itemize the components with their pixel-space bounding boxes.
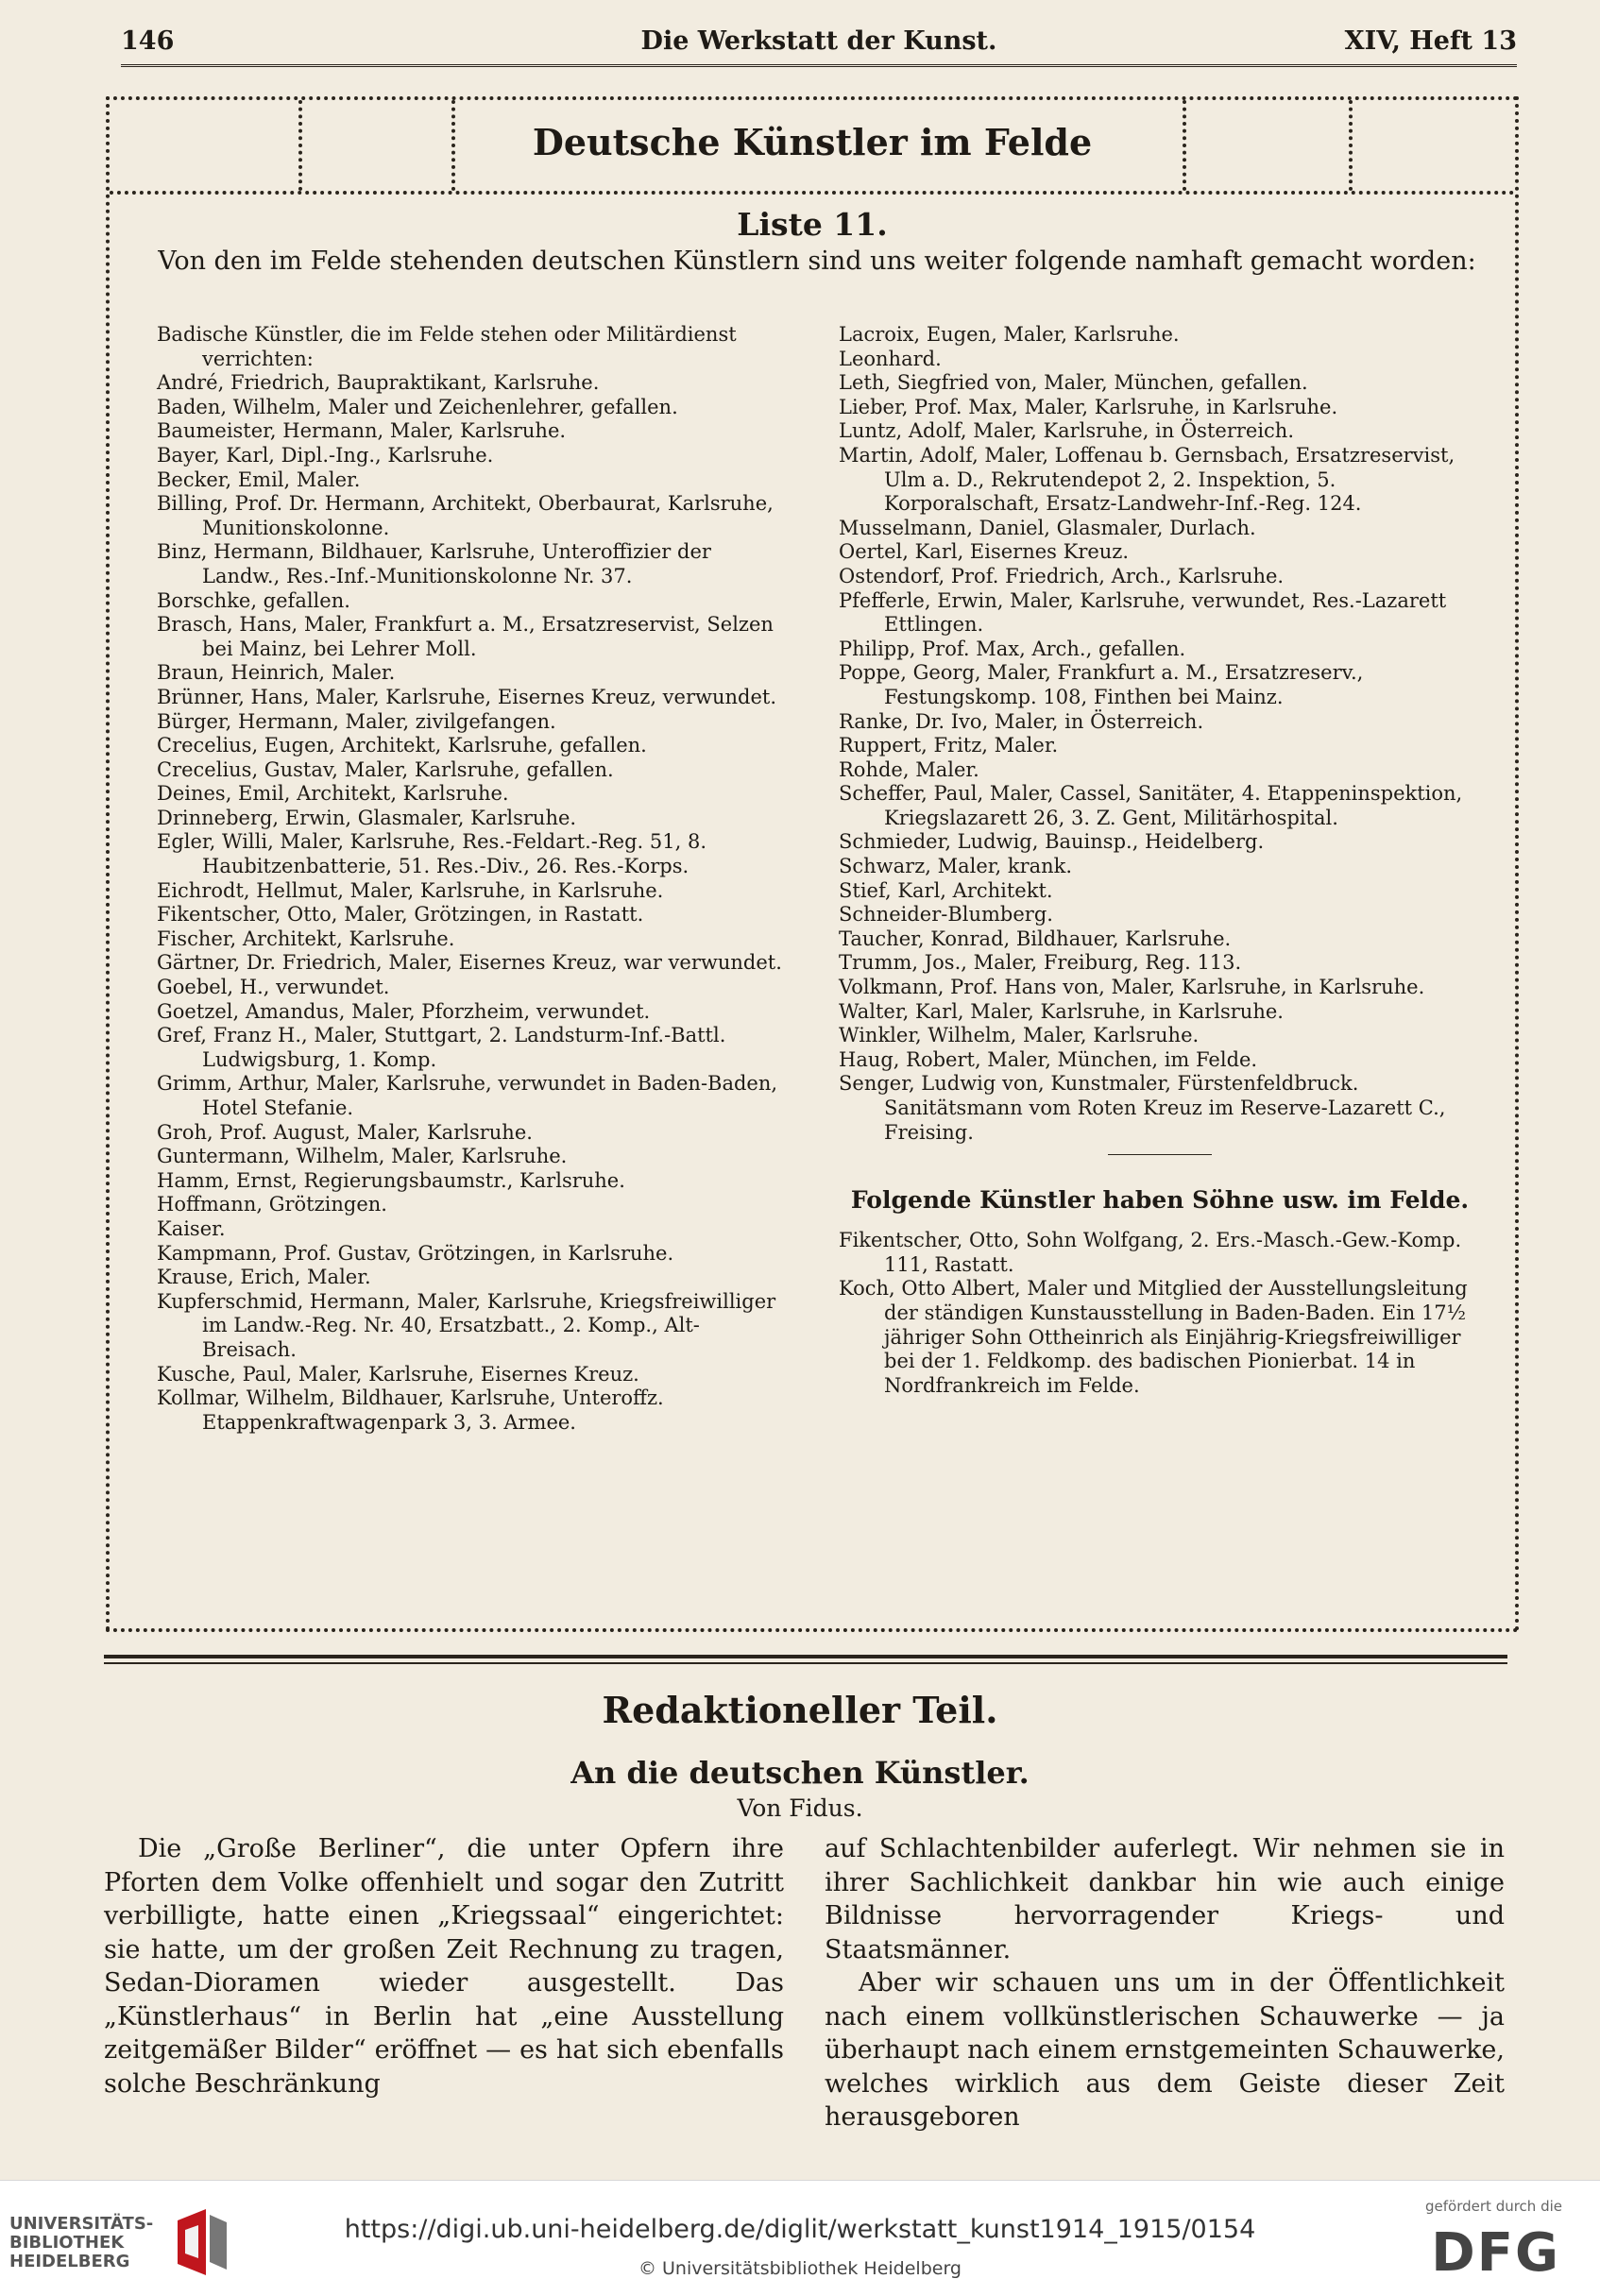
article-paragraph: auf Schlachtenbilder auferlegt. Wir nehmen sie in ihrer Sachlichkeit dankbar hin wie auch einige Bildnisse hervorragender Kriegs- und Staatsmänner.: [825, 1834, 1505, 1964]
list-entry: Kusche, Paul, Maler, Karlsruhe, Eisernes Kreuz.: [157, 1362, 639, 1386]
section-title: Redaktioneller Teil.: [602, 1689, 998, 1731]
viewer-footer: [0, 2180, 1600, 2296]
list-entry: Kaiser.: [157, 1216, 226, 1240]
page-header: [121, 19, 1517, 67]
list-entry: Bayer, Karl, Dipl.-Ing., Karlsruhe.: [157, 443, 494, 467]
list-entry: Senger, Ludwig von, Kunstmaler, Fürstenfeldbruck. Sanitätsmann vom Roten Kreuz im Reserve-Lazarett C., Freising.: [839, 1072, 1446, 1144]
list-entry: Krause, Erich, Maler.: [157, 1266, 371, 1289]
list-entry: Billing, Prof. Dr. Hermann, Architekt, Oberbaurat, Karlsruhe, Munitionskolonne.: [157, 492, 774, 539]
source-url-link[interactable]: https://digi.ub.uni-heidelberg.de/diglit/werkstatt_kunst1914_1915/0154: [344, 2215, 1256, 2244]
list-entry: Pfefferle, Erwin, Maler, Karlsruhe, verwundet, Res.-Lazarett Ettlingen.: [839, 588, 1447, 637]
list-entry: Leth, Siegfried von, Maler, München, gefallen.: [839, 371, 1308, 395]
list-entry: Eichrodt, Hellmut, Maler, Karlsruhe, in Karlsruhe.: [157, 878, 664, 902]
list-title: Liste 11.: [737, 206, 888, 243]
right-entries: [839, 323, 1481, 1145]
list-entry: Kampmann, Prof. Gustav, Grötzingen, in Karlsruhe.: [157, 1241, 674, 1265]
list-entry: Badische Künstler, die im Felde stehen oder Militärdienst verrichten:: [157, 323, 737, 370]
list-entry: Ruppert, Fritz, Maler.: [839, 734, 1059, 757]
list-entry: Walter, Karl, Maler, Karlsruhe, in Karlsruhe.: [839, 999, 1284, 1023]
list-entry: Martin, Adolf, Maler, Loffenau b. Gernsbach, Ersatzreservist, Ulm a. D., Rekrutendepot 2, 2. Inspektion, 5. Korporalschaft, Ersatz-Landwehr-Inf.-Reg. 124.: [839, 443, 1455, 516]
right-column: [839, 323, 1481, 1398]
list-entry: Taucher, Konrad, Bildhauer, Karlsruhe.: [839, 927, 1232, 950]
dfg-logo[interactable]: DFG: [1431, 2222, 1560, 2284]
article-paragraph: Die „Große Berliner“, die unter Opfern ihre Pforten dem Volke offenhielt und sogar den Zutritt verbilligte, hatte einen „Kriegssaal“ eingerichtet: sie hatte, um der großen Zeit Rechnung zu tragen, Sedan-Dioramen wieder ausgestellt. Das „Künstlerhaus“ in Berlin hat „eine Ausstellung zeitgemäßer Bilder“ eröffnet — es hat sich ebenfalls solche Beschränkung: [104, 1834, 784, 2099]
list-entry: Drinneberg, Erwin, Glasmaler, Karlsruhe.: [157, 806, 577, 829]
list-intro: Von den im Felde stehenden deutschen Künstlern sind uns weiter folgende namhaft gemacht worden:: [158, 247, 1476, 276]
artists-list-box: [106, 96, 1519, 1632]
list-entry: Schneider-Blumberg.: [839, 903, 1053, 927]
list-entry: Becker, Emil, Maler.: [157, 468, 361, 491]
list-entry: Goebel, H., verwundet.: [157, 976, 390, 999]
section-rule: [104, 1655, 1507, 1664]
list-entry: Volkmann, Prof. Hans von, Maler, Karlsruhe, in Karlsruhe.: [839, 976, 1425, 999]
list-entry: Philipp, Prof. Max, Arch., gefallen.: [839, 637, 1186, 660]
list-entry: Lacroix, Eugen, Maler, Karlsruhe.: [839, 323, 1180, 346]
issue-label: XIV, Heft 13: [1344, 26, 1517, 56]
article-paragraph: Aber wir schauen uns um in der Öffentlichkeit nach einem vollkünstlerischen Schauwerke — ja überhaupt nach einem ernstgemeinten Schauwerke, welches wirklich aus dem Geiste dieser Zeit herausgeboren: [825, 1968, 1505, 2132]
list-entry: André, Friedrich, Baupraktikant, Karlsruhe.: [157, 371, 600, 395]
list-entry: Borschke, gefallen.: [157, 588, 350, 612]
list-entry: Leonhard.: [839, 347, 942, 370]
box-title-band: [110, 100, 1515, 195]
list-entry: Rohde, Maler.: [839, 757, 979, 781]
list-entry: Brünner, Hans, Maler, Karlsruhe, Eisernes Kreuz, verwundet.: [157, 685, 777, 708]
list-entry: Trumm, Jos., Maler, Freiburg, Reg. 113.: [839, 951, 1242, 975]
list-entry: Gref, Franz H., Maler, Stuttgart, 2. Landsturm-Inf.-Battl. Ludwigsburg, 1. Komp.: [157, 1024, 726, 1071]
separator-line: [1108, 1154, 1212, 1155]
list-entry: Guntermann, Wilhelm, Maler, Karlsruhe.: [157, 1145, 568, 1168]
list-entry: Kollmar, Wilhelm, Bildhauer, Karlsruhe, Unteroffz. Etappenkraftwagenpark 3, 3. Armee.: [157, 1386, 664, 1434]
list-entry: Schmieder, Ludwig, Bauinsp., Heidelberg.: [839, 830, 1265, 854]
left-column: [157, 323, 793, 1435]
journal-title: Die Werkstatt der Kunst.: [640, 26, 997, 56]
sons-entry: Fikentscher, Otto, Sohn Wolfgang, 2. Ers.-Masch.-Gew.-Komp. 111, Rastatt.: [839, 1229, 1462, 1276]
list-entry: Oertel, Karl, Eisernes Kreuz.: [839, 540, 1130, 564]
library-name: UNIVERSITÄTS- BIBLIOTHEK HEIDELBERG: [9, 2214, 154, 2271]
list-entry: Fischer, Architekt, Karlsruhe.: [157, 927, 455, 950]
list-entry: Brasch, Hans, Maler, Frankfurt a. M., Ersatzreservist, Selzen bei Mainz, bei Lehrer Moll.: [157, 613, 774, 660]
sons-entry: Koch, Otto Albert, Maler und Mitglied der Ausstellungsleitung der ständigen Kunstausstellung in Baden-Baden. Ein 17½ jähriger Sohn Ottheinrich als Einjährig-Kriegsfreiwilliger bei der 1. Feldkomp. des badischen Pionierbat. 14 in Nordfrankreich im Felde.: [839, 1277, 1468, 1397]
page-number: 146: [121, 26, 175, 56]
title-band-divider: [298, 100, 302, 191]
list-entry: Ranke, Dr. Ivo, Maler, in Österreich.: [839, 709, 1204, 733]
title-band-divider: [451, 100, 455, 191]
list-entry: Goetzel, Amandus, Maler, Pforzheim, verwundet.: [157, 999, 651, 1023]
sons-entries: [839, 1229, 1481, 1398]
title-band-divider: [1349, 100, 1353, 191]
list-entry: Stief, Karl, Architekt.: [839, 878, 1053, 902]
list-entry: Braun, Heinrich, Maler.: [157, 661, 396, 685]
list-entry: Gärtner, Dr. Friedrich, Maler, Eisernes Kreuz, war verwundet.: [157, 951, 782, 975]
list-entry: Luntz, Adolf, Maler, Karlsruhe, in Österreich.: [839, 419, 1295, 443]
article-byline: Von Fidus.: [737, 1794, 863, 1822]
title-band-divider: [1183, 100, 1186, 191]
copyright-notice: © Universitätsbibliothek Heidelberg: [638, 2258, 962, 2279]
list-entry: Binz, Hermann, Bildhauer, Karlsruhe, Unteroffizier der Landw., Res.-Inf.-Munitionskolonne Nr. 37.: [157, 540, 711, 587]
list-entry: Scheffer, Paul, Maler, Cassel, Sanitäter, 4. Etappeninspektion, Kriegslazarett 26, 3. Z. Gent, Militärhospital.: [839, 782, 1463, 829]
list-entry: Bürger, Hermann, Maler, zivilgefangen.: [157, 709, 556, 733]
list-entry: Groh, Prof. August, Maler, Karlsruhe.: [157, 1120, 533, 1144]
funded-by-label: gefördert durch die: [1425, 2198, 1562, 2215]
article-title: An die deutschen Künstler.: [570, 1755, 1030, 1791]
article-left-column: [104, 1832, 784, 2100]
list-entry: Crecelius, Gustav, Maler, Karlsruhe, gefallen.: [157, 757, 614, 781]
sons-heading: Folgende Künstler haben Söhne usw. im Felde.: [850, 1186, 1470, 1215]
list-entry: Winkler, Wilhelm, Maler, Karlsruhe.: [839, 1024, 1200, 1047]
list-entry: Poppe, Georg, Maler, Frankfurt a. M., Ersatzreserv., Festungskomp. 108, Finthen bei Mainz.: [839, 661, 1364, 708]
list-entry: Hamm, Ernst, Regierungsbaumstr., Karlsruhe.: [157, 1168, 625, 1192]
list-entry: Hoffmann, Grötzingen.: [157, 1193, 387, 1216]
list-entry: Lieber, Prof. Max, Maler, Karlsruhe, in Karlsruhe.: [839, 395, 1338, 418]
list-entry: Musselmann, Daniel, Glasmaler, Durlach.: [839, 516, 1256, 539]
list-entry: Kupferschmid, Hermann, Maler, Karlsruhe, Kriegsfreiwilliger im Landw.-Reg. Nr. 40, Ersatzbatt., 2. Komp., Alt-Breisach.: [157, 1289, 776, 1361]
list-entry: Schwarz, Maler, krank.: [839, 855, 1073, 878]
list-entry: Baden, Wilhelm, Maler und Zeichenlehrer, gefallen.: [157, 395, 678, 418]
article-right-column: [825, 1832, 1505, 2134]
list-entry: Ostendorf, Prof. Friedrich, Arch., Karlsruhe.: [839, 564, 1285, 587]
list-entry: Crecelius, Eugen, Architekt, Karlsruhe, gefallen.: [157, 734, 647, 757]
list-entry: Egler, Willi, Maler, Karlsruhe, Res.-Feldart.-Reg. 51, 8. Haubitzenbatterie, 51. Res.-Div., 26. Res.-Korps.: [157, 830, 706, 878]
list-entry: Haug, Robert, Maler, München, im Felde.: [839, 1047, 1258, 1071]
list-entry: Fikentscher, Otto, Maler, Grötzingen, in Rastatt.: [157, 903, 644, 927]
box-title: Deutsche Künstler im Felde: [532, 121, 1093, 163]
list-entry: Deines, Emil, Architekt, Karlsruhe.: [157, 782, 509, 806]
list-entry: Grimm, Arthur, Maler, Karlsruhe, verwundet in Baden-Baden, Hotel Stefanie.: [157, 1072, 778, 1119]
list-entry: Baumeister, Hermann, Maler, Karlsruhe.: [157, 419, 567, 443]
